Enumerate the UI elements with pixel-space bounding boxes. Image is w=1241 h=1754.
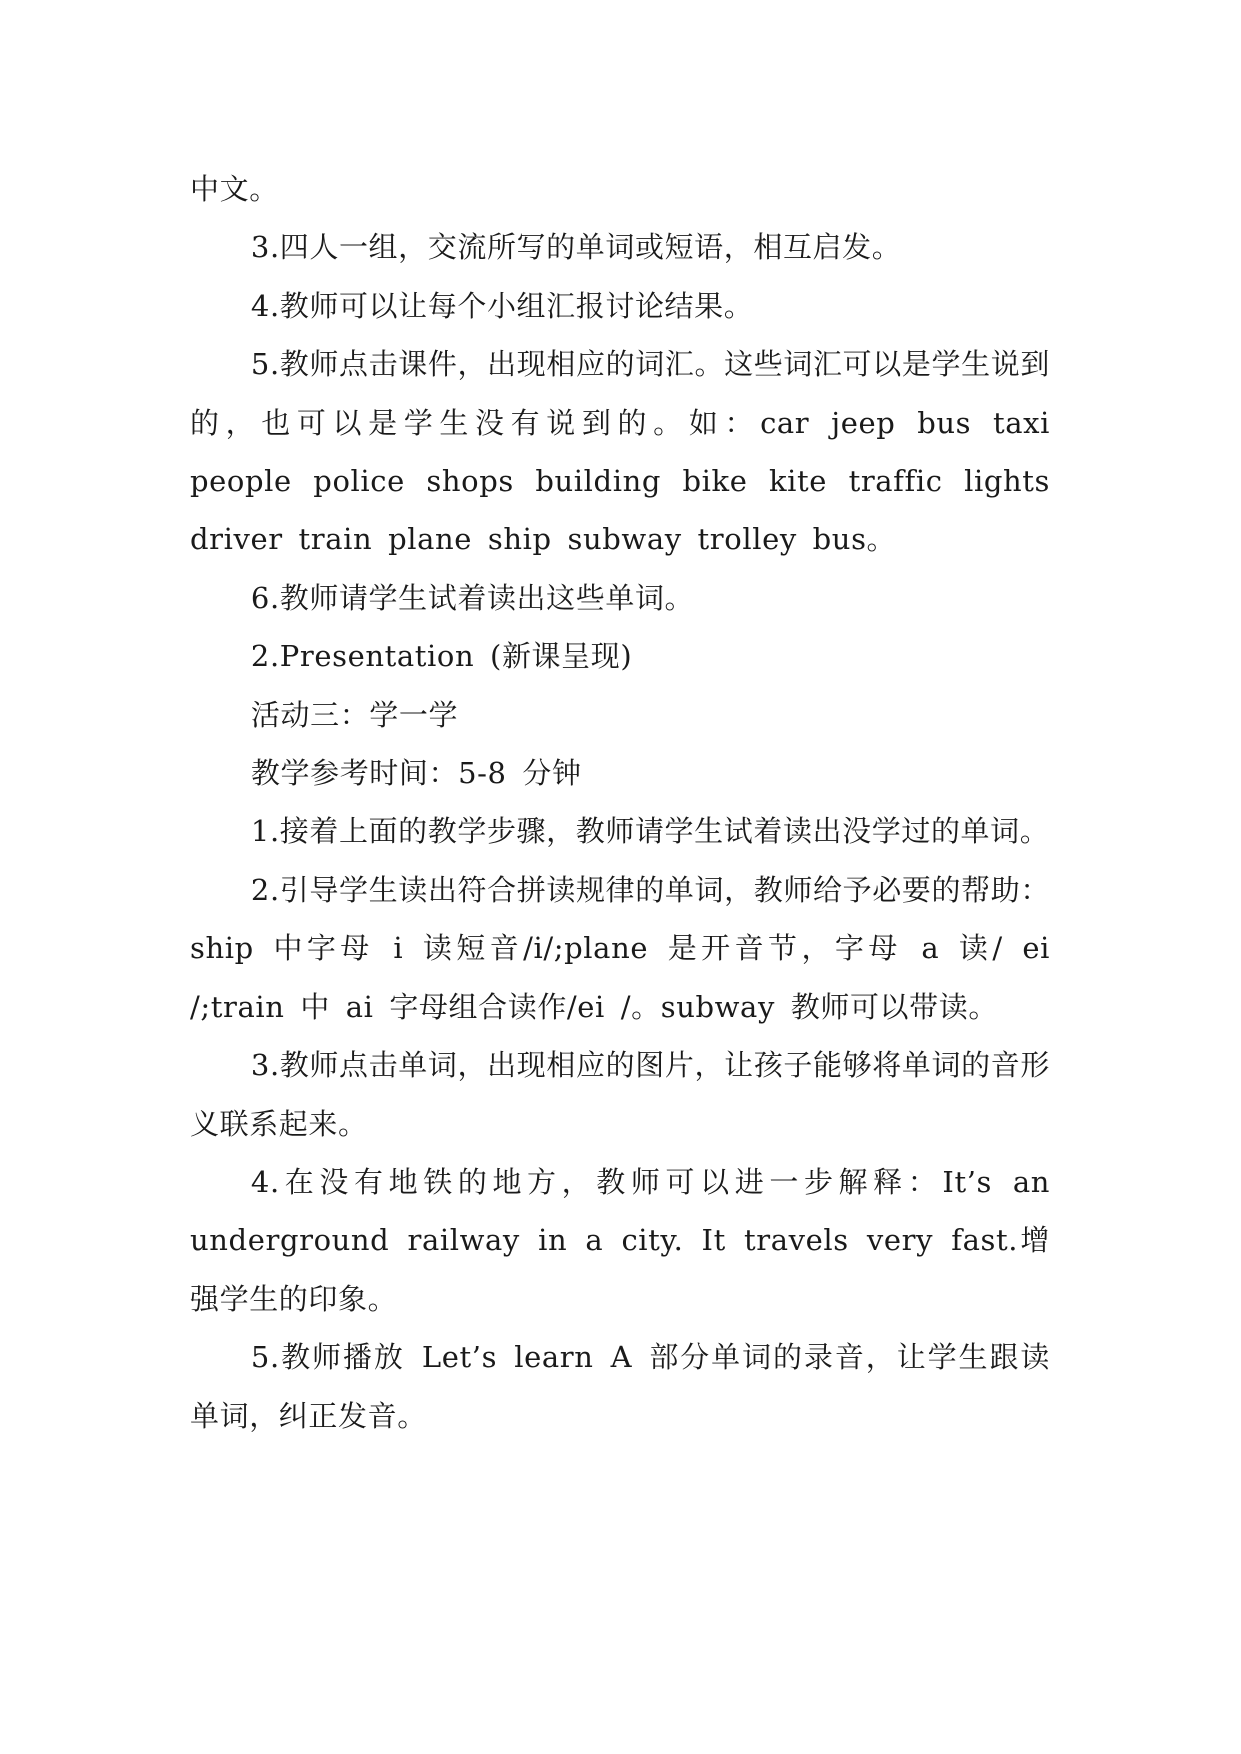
section-heading-presentation: 2.Presentation (新课呈现) xyxy=(250,639,633,674)
paragraph-step-6-read-words: 6.教师请学生试着读出这些单词。 xyxy=(250,580,695,615)
paragraph-step-4-group-report: 4.教师可以让每个小组汇报讨论结果。 xyxy=(250,288,754,323)
paragraph-step-4-subway-explanation: 4.在没有地铁的地方，教师可以进一步解释：It’s an underground railway in a city. It travels very fast.增强学生的印象。 xyxy=(190,1164,1050,1316)
paragraph-step-5-recording: 5.教师播放 Let’s learn A 部分单词的录音，让学生跟读单词，纠正发音。 xyxy=(190,1340,1050,1433)
paragraph-step-3-group-discussion: 3.四人一组，交流所写的单词或短语，相互启发。 xyxy=(250,230,902,265)
teaching-time: 教学参考时间：5-8 分钟 xyxy=(250,756,582,791)
paragraph-continuation: 中文。 xyxy=(190,172,279,206)
activity-title: 活动三：学一学 xyxy=(250,697,459,732)
paragraph-step-1-new-words: 1.接着上面的教学步骤，教师请学生试着读出没学过的单词。 xyxy=(250,814,1050,849)
paragraph-step-3-pictures: 3.教师点击单词，出现相应的图片，让孩子能够将单词的音形义联系起来。 xyxy=(190,1048,1050,1141)
document-body xyxy=(190,160,1050,1445)
paragraph-step-5-vocabulary: 5.教师点击课件，出现相应的词汇。这些词汇可以是学生说到的，也可以是学生没有说到的。如：car jeep bus taxi people police shops building bike kite traffic lights driver train plane ship subway trolley bus。 xyxy=(190,347,1050,557)
paragraph-step-2-phonics: 2.引导学生读出符合拼读规律的单词，教师给予必要的帮助：ship 中字母 i 读短音/i/;plane 是开音节，字母 a 读/ ei /;train 中 ai 字母组合读作/ei /。subway 教师可以带读。 xyxy=(190,872,1050,1024)
